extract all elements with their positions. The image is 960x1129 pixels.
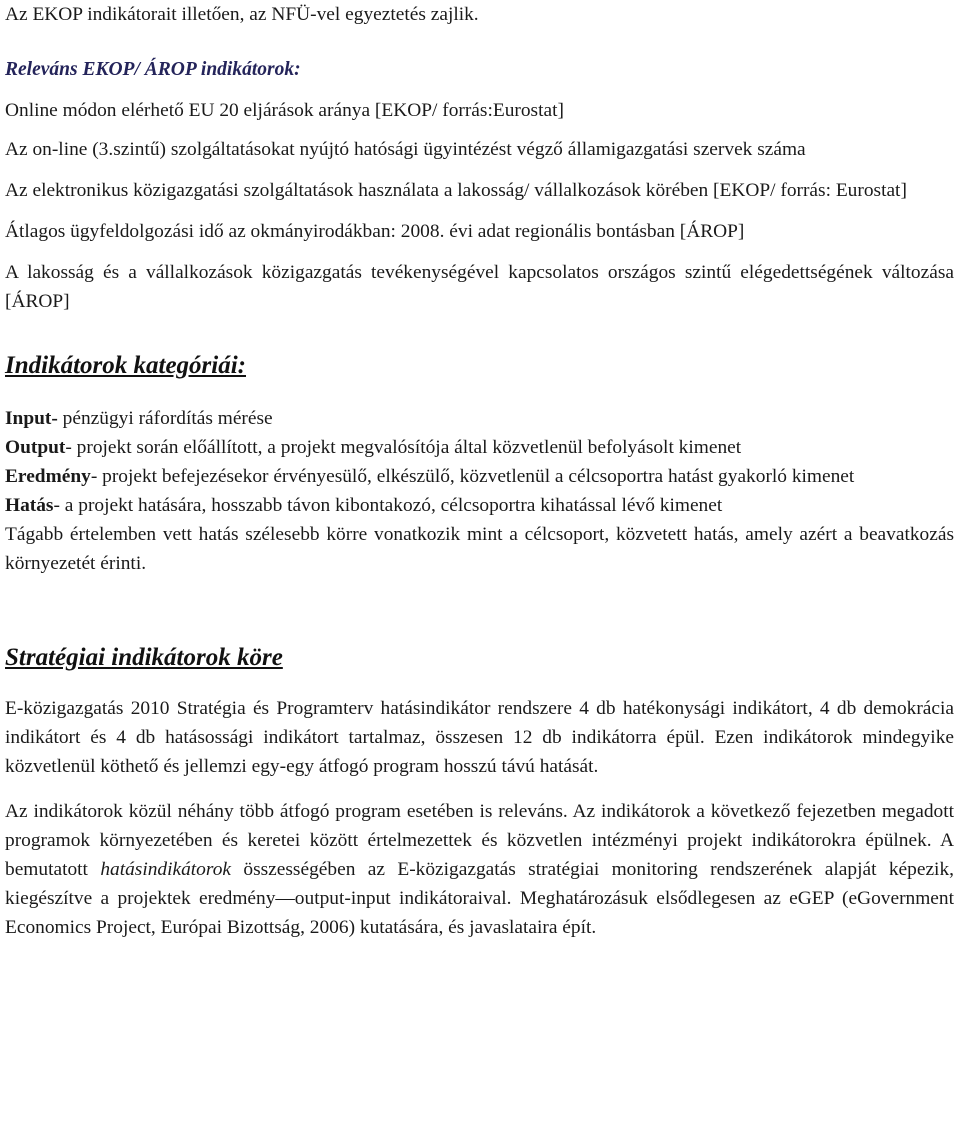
indicator-item <box>5 176 954 205</box>
categories-list <box>5 404 954 578</box>
category-term: Output <box>5 437 66 458</box>
category-term: Eredmény <box>5 466 91 487</box>
category-term: Hatás <box>5 495 54 516</box>
indicator-item: Online módon elérhető EU 20 eljárások aránya [EKOP/ forrás:Eurostat] <box>5 100 564 121</box>
categories-title: Indikátorok kategóriái: <box>5 352 246 379</box>
categories-note: Tágabb értelemben vett hatás szélesebb körre vonatkozik mint a célcsoport, közvetett hatás, amely azért a beavatkozás környezetét érinti. <box>5 524 954 574</box>
strategic-text: összességében az E-közigazgatás stratégiai monitoring rendszerének alapját képezik, kiegészítve a projektek eredmény—output-input indikátoraival. Meghatározásuk elsődlegesen az eGEP (eGovernment Economics Project, Európai Bizottság, 2006) kutatására, és javaslataira épít. <box>5 859 954 938</box>
category-text: - projekt befejezésekor érvényesülő, elkészülő, közvetlenül a célcsoportra hatást gyakorló kimenet <box>90 466 855 487</box>
strategic-title: Stratégiai indikátorok köre <box>5 644 283 671</box>
category-text: pénzügyi ráfordítás mérése <box>57 408 273 429</box>
category-text: - projekt során előállított, a projekt megvalósítója által közvetlenül befolyásolt kimenet <box>65 437 742 458</box>
relevant-indicators-heading: Releváns EKOP/ ÁROP indikátorok: <box>5 59 301 80</box>
strategic-emphasis: hatásindikátorok <box>100 859 232 880</box>
indicator-item: A lakosság és a vállalkozások közigazgatás tevékenységével kapcsolatos országos szintű elégedettségének változása [ÁROP] <box>5 262 954 312</box>
indicator-text: Az elektronikus közigazgatási szolgáltatások használata a lakosság/ vállalkozások körében [EKOP/ forrás: Eurostat] <box>5 180 907 201</box>
strategic-text: Az indikátorok közül néhány több átfogó program esetében is releváns. Az indikátorok a következő fejezetben megadott programok környezetében és keretei között értelmezettek és közvetlen intézményi projekt indikátorokra épülnek. A bemutatott <box>5 801 954 880</box>
strategic-paragraph-1: E-közigazgatás 2010 Stratégia és Programterv hatásindikátor rendszere 4 db hatékonysági indikátort, 4 db demokrácia indikátort és 4 db hatásossági indikátort tartalmaz, összesen 12 db indikátorra épül. Ezen indikátorok mindegyike közvetlenül köthető és jellemzi egy-egy átfogó program hosszú távú hatását. <box>5 698 954 777</box>
category-text: - a projekt hatására, hosszabb távon kibontakozó, célcsoportra kihatással lévő kimenet <box>53 495 723 516</box>
strategic-paragraph-2 <box>5 797 954 942</box>
indicator-item: Az on-line (3.szintű) szolgáltatásokat nyújtó hatósági ügyintézést végző államigazgatási szervek száma <box>5 139 806 160</box>
category-result <box>5 462 954 491</box>
category-impact <box>5 491 954 520</box>
category-input <box>5 404 954 433</box>
intro-paragraph: Az EKOP indikátorait illetően, az NFÜ-vel egyeztetés zajlik. <box>5 4 479 25</box>
category-term: Input- <box>5 408 58 429</box>
category-output <box>5 433 954 462</box>
indicator-item: Átlagos ügyfeldolgozási idő az okmányirodákban: 2008. évi adat regionális bontásban [ÁROP] <box>5 221 745 242</box>
